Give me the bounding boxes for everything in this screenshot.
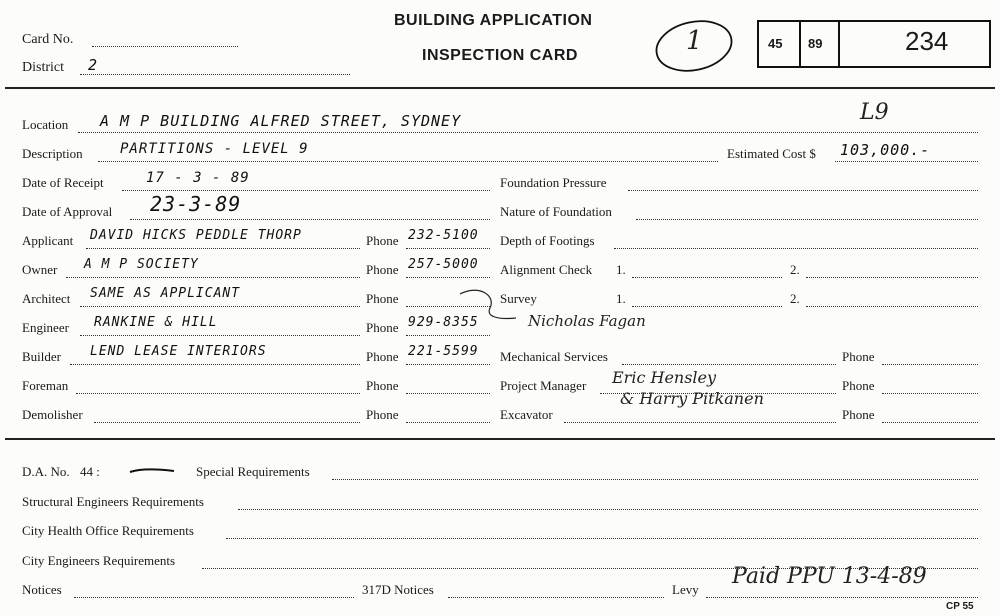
applicant-label: Applicant: [22, 233, 74, 248]
box-month: 45: [768, 36, 783, 51]
applicant-phone: 232-5100: [408, 228, 479, 243]
mechanical-phone-label: Phone: [842, 349, 875, 364]
project-manager-label: Project Manager: [500, 378, 587, 393]
location-label: Location: [22, 117, 69, 132]
alignment-check-label: Alignment Check: [500, 262, 593, 277]
builder-phone: 221-5599: [408, 344, 479, 359]
foreman-phone-label: Phone: [366, 378, 399, 393]
da-no-value: 44 :: [80, 464, 100, 479]
district-label: District: [22, 60, 64, 75]
card-no-label: Card No.: [22, 32, 74, 47]
box-number: 234: [905, 26, 949, 56]
health-label: City Health Office Requirements: [22, 523, 194, 538]
project-manager-value2: & Harry Pitkanen: [620, 389, 764, 408]
builder-label: Builder: [22, 349, 61, 364]
demolisher-label: Demolisher: [22, 407, 83, 422]
engineer-phone-label: Phone: [366, 320, 399, 335]
architect-value: SAME AS APPLICANT: [90, 286, 241, 301]
owner-phone: 257-5000: [408, 257, 479, 272]
engineer-phone: 929-8355: [408, 315, 479, 330]
da-no-label: D.A. No.: [22, 464, 70, 479]
date-receipt-value: 17 - 3 - 89: [146, 170, 250, 186]
architect-phone-label: Phone: [366, 291, 399, 306]
da-dash-mark: [128, 466, 176, 476]
header-rule: [5, 87, 995, 89]
survey-bracket-mark: [456, 286, 526, 326]
foundation-pressure-label: Foundation Pressure: [500, 175, 607, 190]
card-no-line: [92, 46, 238, 47]
form-code: CP 55: [946, 601, 974, 612]
location-value: A M P BUILDING ALFRED STREET, SYDNEY: [100, 112, 462, 130]
mechanical-label: Mechanical Services: [500, 349, 608, 364]
date-approval-value: 23-3-89: [150, 192, 242, 216]
depth-footings-label: Depth of Footings: [500, 233, 595, 248]
location-note: L9: [860, 100, 889, 125]
district-value: 2: [88, 56, 99, 74]
survey-note: Nicholas Fagan: [528, 312, 646, 330]
survey-label: Survey: [500, 291, 537, 306]
engineer-value: RANKINE & HILL: [94, 315, 218, 330]
levy-value: Paid PPU 13-4-89: [732, 564, 927, 589]
estimated-cost-label: Estimated Cost $: [727, 146, 816, 161]
city-eng-label: City Engineers Requirements: [22, 553, 176, 568]
excavator-phone-label: Phone: [842, 407, 875, 422]
alignment-num-2: 2.: [790, 262, 800, 277]
project-manager-value: Eric Hensley: [612, 368, 717, 387]
circled-number: 1: [686, 26, 703, 56]
owner-label: Owner: [22, 262, 58, 277]
notices-317d-label: 317D Notices: [362, 582, 434, 597]
estimated-cost-value: 103,000.-: [840, 141, 931, 159]
applicant-value: DAVID HICKS PEDDLE THORP: [90, 228, 302, 243]
survey-num-2: 2.: [790, 291, 800, 306]
box-year: 89: [808, 36, 823, 51]
notices-label: Notices: [22, 582, 62, 597]
excavator-label: Excavator: [500, 407, 553, 422]
foreman-label: Foreman: [22, 378, 69, 393]
survey-num-1: 1.: [616, 291, 626, 306]
title-line2: INSPECTION CARD: [422, 47, 578, 64]
nature-foundation-label: Nature of Foundation: [500, 204, 612, 219]
engineer-label: Engineer: [22, 320, 69, 335]
applicant-phone-label: Phone: [366, 233, 399, 248]
pm-phone-label: Phone: [842, 378, 875, 393]
district-line: [80, 74, 350, 75]
middle-rule: [5, 438, 995, 440]
owner-value: A M P SOCIETY: [84, 257, 199, 272]
owner-phone-label: Phone: [366, 262, 399, 277]
architect-label: Architect: [22, 291, 71, 306]
card-number-box: [757, 20, 991, 68]
date-approval-label: Date of Approval: [22, 204, 113, 219]
levy-label: Levy: [672, 582, 699, 597]
demolisher-phone-label: Phone: [366, 407, 399, 422]
description-label: Description: [22, 146, 83, 161]
alignment-num-1: 1.: [616, 262, 626, 277]
title-line1: BUILDING APPLICATION: [394, 12, 593, 29]
structural-label: Structural Engineers Requirements: [22, 494, 204, 509]
date-receipt-label: Date of Receipt: [22, 175, 104, 190]
builder-phone-label: Phone: [366, 349, 399, 364]
description-value: PARTITIONS - LEVEL 9: [120, 141, 309, 157]
builder-value: LEND LEASE INTERIORS: [90, 344, 267, 359]
special-req-label: Special Requirements: [196, 464, 310, 479]
